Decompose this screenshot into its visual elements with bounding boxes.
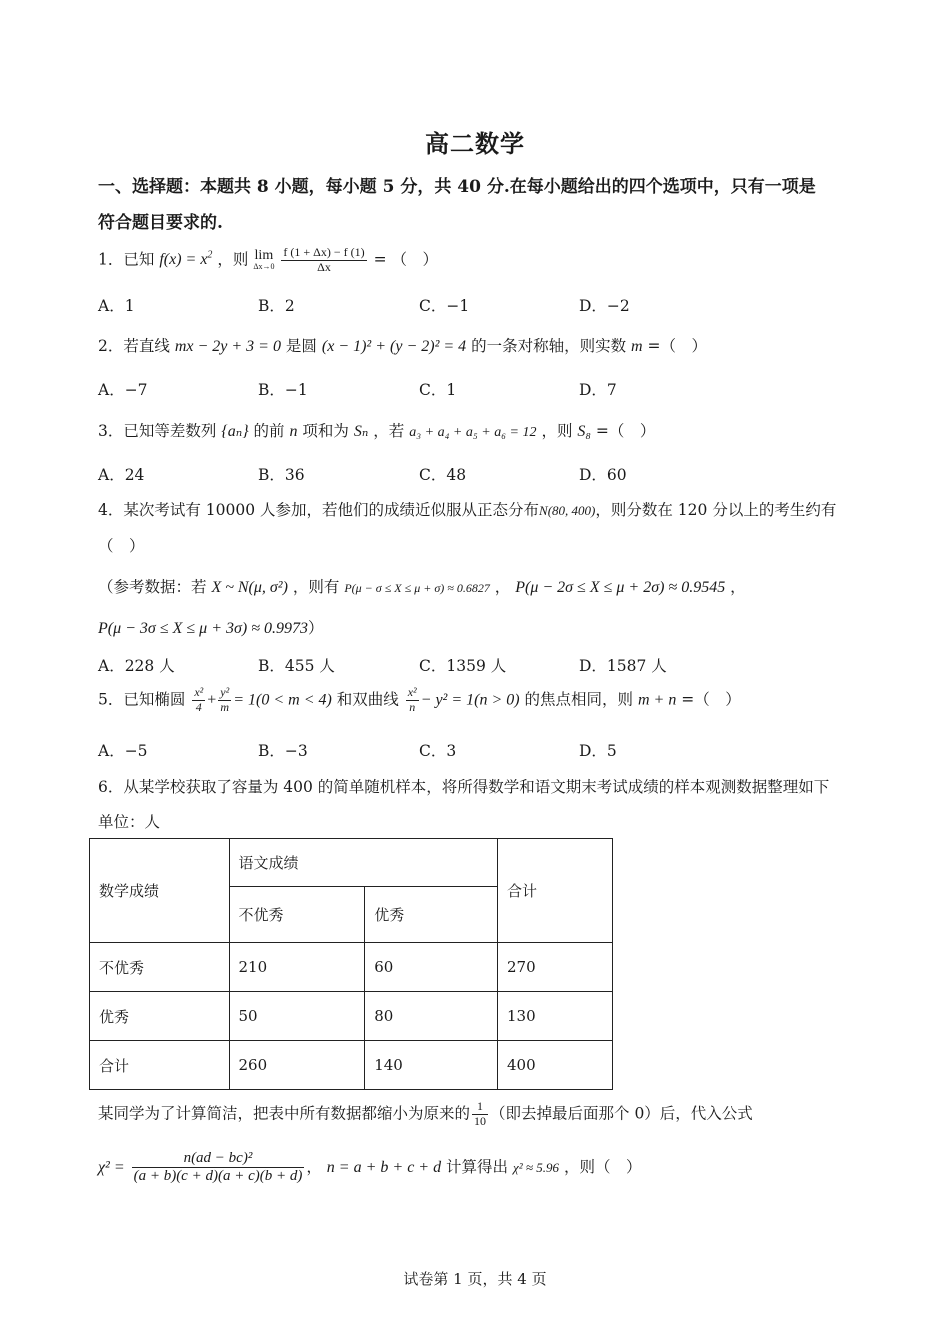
- q1-frac-num: f (1 + Δx) − f (1): [283, 245, 365, 259]
- q6-line2: 单位：人: [98, 813, 161, 831]
- q1-limit-sub: Δx→0: [253, 262, 275, 272]
- q5-e-den1: 4: [195, 699, 202, 714]
- q5-option-a: A．−5: [98, 742, 148, 760]
- q5-mid: 和双曲线: [336, 690, 399, 709]
- q1-option-a: A．1: [98, 297, 135, 315]
- q1-function: $f(x) = x^2$: [159, 249, 213, 269]
- q3-mid1: 的前: [253, 422, 285, 440]
- q4-option-c: C．1359 人: [419, 657, 507, 675]
- question-4: [98, 498, 836, 520]
- q6-frac-num: 1: [472, 1100, 488, 1115]
- q6-post: ，则（ ）: [563, 1157, 642, 1176]
- q1-post: = （ ）: [373, 250, 438, 269]
- q5-mid2: 的焦点相同，则: [524, 690, 634, 709]
- q4-post: ，则分数在 120 分以上的考生约有: [595, 501, 837, 519]
- q2-mid2: 的一条对称轴，则实数: [471, 337, 627, 355]
- question-2: [98, 334, 707, 356]
- q3-mid4: ，则: [541, 422, 573, 440]
- q2-variable: m: [631, 338, 643, 355]
- table-cell: 260: [229, 1041, 365, 1090]
- table-row: [90, 992, 613, 1041]
- table-cell: 400: [497, 1041, 612, 1090]
- q4-ref-p3: P(μ − 3σ ≤ X ≤ μ + 3σ) ≈ 0.9973: [98, 620, 308, 637]
- q5-e-den2: m: [220, 699, 230, 714]
- q3-option-d: D．60: [579, 466, 627, 484]
- q2-post: =（ ）: [647, 337, 708, 355]
- q4-option-d: D．1587 人: [579, 657, 667, 675]
- q2-option-d: D．7: [579, 381, 617, 399]
- q6-after-pre: 某同学为了计算简洁，把表中所有数据都缩小为原来的: [98, 1104, 471, 1123]
- q5-h-den: n: [409, 699, 416, 714]
- q4-line2: （ ）: [98, 537, 145, 555]
- q1-function-text: f(x) = x: [159, 251, 208, 269]
- section-heading-line1: 一、选择题：本题共 8 小题，每小题 5 分，共 40 分.在每小题给出的四个选项中，只有一项是: [98, 177, 816, 197]
- q5-prefix: 5．已知椭圆: [98, 690, 186, 709]
- q2-option-c: C．1: [419, 381, 457, 399]
- q3-n: n: [289, 423, 298, 440]
- q4-ref-comma2: ，: [730, 578, 746, 596]
- q3-mid3: ，若: [373, 422, 405, 440]
- q6-n-equation: n = a + b + c + d: [326, 1158, 442, 1176]
- q2-prefix: 2．若直线: [98, 337, 170, 355]
- q3-option-c: C．48: [419, 466, 467, 484]
- q2-circle-equation: (x − 1)² + (y − 2)² = 4: [321, 338, 467, 355]
- q6-frac-den: 10: [474, 1113, 487, 1128]
- q5-hyperbola-frac: [406, 686, 419, 715]
- table-row: [90, 943, 613, 992]
- q5-ellipse-rest: = 1(0 < m < 4): [233, 691, 332, 709]
- th-math: 数学成绩: [90, 839, 230, 943]
- q1-option-d: D．−2: [579, 297, 630, 315]
- q5-ellipse-frac1: [192, 686, 205, 715]
- q1-limit-word: lim: [254, 248, 274, 264]
- q4-option-a: A．228 人: [98, 657, 175, 675]
- q6-after-table: [98, 1100, 753, 1129]
- q6-after-post: （即去掉最后面那个 0）后，代入公式: [490, 1104, 753, 1123]
- th-total: 合计: [497, 839, 612, 943]
- table-cell: 不优秀: [90, 943, 230, 992]
- q6-chi-num: n(ad − bc)²: [132, 1150, 305, 1168]
- q4-distribution: N(80, 400): [539, 503, 596, 518]
- q2-option-a: A．−7: [98, 381, 148, 399]
- q6-chi-lhs: χ² =: [98, 1158, 125, 1176]
- q4-ref-comma: ，: [494, 578, 511, 596]
- q4-ref-mid: ，则有: [292, 578, 340, 596]
- table-cell: 优秀: [90, 992, 230, 1041]
- question-3: [98, 419, 655, 441]
- q1-mid: ，则: [217, 250, 249, 269]
- q3-sn: Sₙ: [353, 423, 369, 440]
- q4-ref-end: ）: [307, 619, 324, 637]
- q5-option-d: D．5: [579, 742, 617, 760]
- q6-one-tenth: [472, 1100, 488, 1129]
- q6-chi-fraction: [132, 1150, 305, 1186]
- q6-calc: 计算得出: [446, 1157, 509, 1176]
- q4-reference-line1: [98, 575, 746, 597]
- q3-prefix: 3．已知等差数列: [98, 422, 217, 440]
- q1-frac-den: Δx: [317, 259, 331, 274]
- q1-option-c: C．−1: [419, 297, 470, 315]
- q3-option-b: B．36: [258, 466, 305, 484]
- table-row: [90, 1041, 613, 1090]
- q3-s8: S₈: [577, 423, 591, 440]
- q5-e-num1: x²: [194, 685, 204, 699]
- question-1: [98, 246, 438, 275]
- q3-sequence: {aₙ}: [221, 423, 249, 440]
- table-cell: 60: [365, 943, 498, 992]
- q5-plus: +: [207, 691, 217, 709]
- q5-hyperbola-rest: − y² = 1(n > 0): [420, 691, 520, 709]
- q5-sum: m + n: [638, 691, 677, 709]
- q6-formula-line: [98, 1150, 641, 1186]
- q5-option-b: B．−3: [258, 742, 308, 760]
- q6-line1: 6．从某学校获取了容量为 400 的简单随机样本，将所得数学和语文期末考试成绩的样本观测数据整理如下: [98, 778, 830, 796]
- table-cell: 210: [229, 943, 365, 992]
- q2-line-equation: mx − 2y + 3 = 0: [174, 338, 281, 355]
- page-footer: 试卷第 1 页，共 4 页: [403, 1270, 547, 1288]
- contingency-table: [89, 838, 613, 1090]
- th-chinese: 语文成绩: [229, 839, 497, 887]
- question-5: [98, 686, 741, 715]
- q4-ref-p1: P(μ − σ ≤ X ≤ μ + σ) ≈ 0.6827: [344, 581, 490, 595]
- q6-chi-den: (a + b)(c + d)(a + c)(b + d): [133, 1168, 303, 1185]
- q3-post: =（ ）: [595, 422, 656, 440]
- q4-ref-p2: P(μ − 2σ ≤ X ≤ μ + 2σ) ≈ 0.9545: [515, 579, 726, 596]
- q3-condition: a₃ + a₄ + a₅ + a₆ = 12: [409, 425, 537, 440]
- table-cell: 130: [497, 992, 612, 1041]
- q4-ref-dist: X ~ N(μ, σ²): [211, 579, 288, 596]
- q3-mid2: 项和为: [302, 422, 349, 440]
- table-cell: 140: [365, 1041, 498, 1090]
- q4-prefix: 4．某次考试有 10000 人参加，若他们的成绩近似服从正态分布: [98, 501, 540, 519]
- q5-ellipse-frac2: [218, 686, 231, 715]
- th-not-excellent: 不优秀: [229, 887, 365, 943]
- q4-ref-prefix: （参考数据：若: [98, 578, 207, 596]
- q6-chi-value: χ² ≈ 5.96: [512, 1159, 559, 1175]
- section-heading-line2: 符合题目要求的.: [98, 213, 223, 233]
- table-cell: 合计: [90, 1041, 230, 1090]
- q1-option-b: B．2: [258, 297, 295, 315]
- q5-option-c: C．3: [419, 742, 457, 760]
- q3-option-a: A．24: [98, 466, 145, 484]
- q1-prefix: 1．已知: [98, 250, 155, 269]
- q2-option-b: B．−1: [258, 381, 308, 399]
- table-cell: 50: [229, 992, 365, 1041]
- th-excellent: 优秀: [365, 887, 498, 943]
- q4-reference-line2: [98, 616, 324, 638]
- q2-mid1: 是圆: [285, 337, 317, 355]
- q1-fraction: [281, 246, 366, 275]
- q6-chi-comma: ，: [306, 1157, 322, 1176]
- page-title: 高二数学: [425, 129, 525, 158]
- table-cell: 270: [497, 943, 612, 992]
- q5-h-num: x²: [407, 685, 417, 699]
- table-cell: 80: [365, 992, 498, 1041]
- q5-e-num2: y²: [220, 685, 230, 699]
- q1-limit: [253, 249, 274, 271]
- q5-post: =（ ）: [681, 690, 741, 709]
- q4-option-b: B．455 人: [258, 657, 335, 675]
